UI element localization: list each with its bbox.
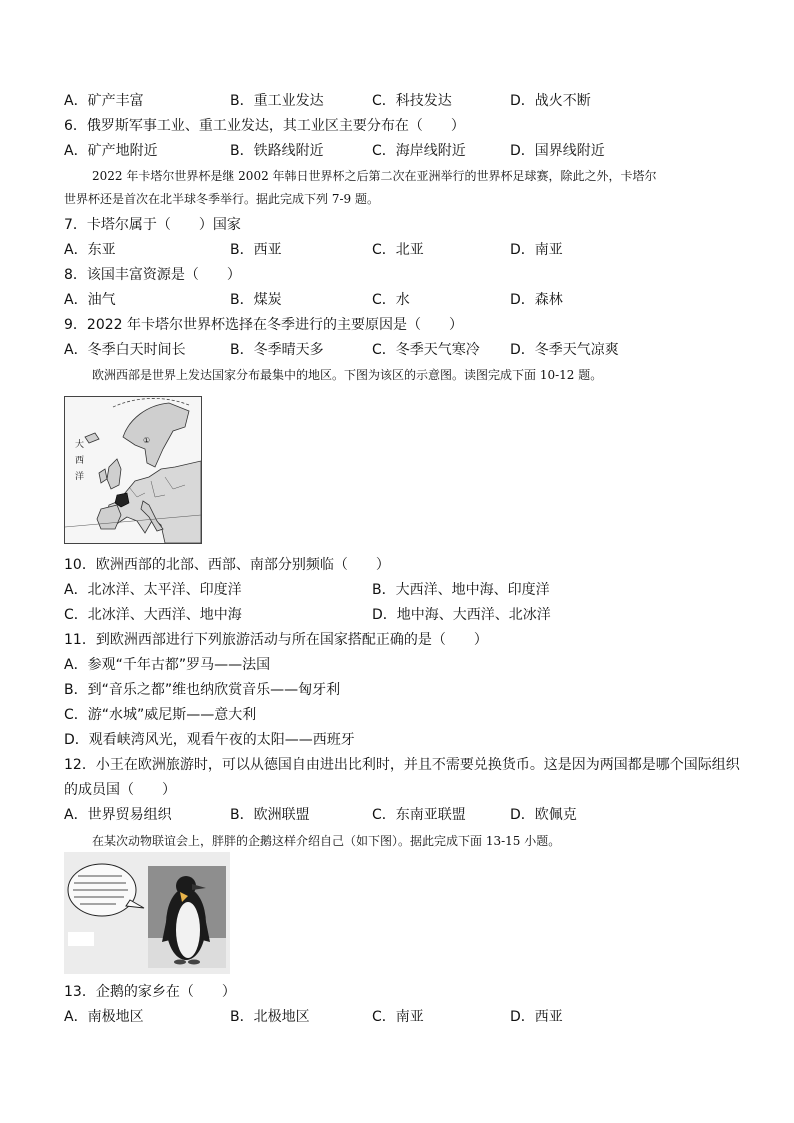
q7-stem: 7．卡塔尔属于（ ）国家 <box>64 217 241 233</box>
q10-option-a: A．北冰洋、太平洋、印度洋 <box>64 582 242 598</box>
europe-map-graphic <box>65 397 201 543</box>
q6-option-c: C．海岸线附近 <box>372 143 466 159</box>
map-ocean-label-1: 大 <box>75 440 85 450</box>
q12-option-c: C．东南亚联盟 <box>372 807 466 823</box>
q9-option-c: C．冬季天气寒冷 <box>372 342 480 358</box>
penguin-illustration <box>64 852 230 974</box>
q6-option-a: A．矿产地附近 <box>64 143 158 159</box>
q5-option-c: C．科技发达 <box>372 93 452 109</box>
q9-stem: 9．2022 年卡塔尔世界杯选择在冬季进行的主要原因是（ ） <box>64 317 463 333</box>
q12-option-d: D．欧佩克 <box>510 807 577 823</box>
q9-option-d: D．冬季天气凉爽 <box>510 342 619 358</box>
q13-option-d: D．西亚 <box>510 1009 563 1025</box>
q9-option-a: A．冬季白天时间长 <box>64 342 186 358</box>
q11-option-c: C．游“水城”威尼斯——意大利 <box>64 707 257 723</box>
q7-option-a: A．东亚 <box>64 242 116 258</box>
q8-option-d: D．森林 <box>510 292 563 308</box>
q11-option-b: B．到“音乐之都”维也纳欣赏音乐——匈牙利 <box>64 682 341 698</box>
q12-option-a: A．世界贸易组织 <box>64 807 172 823</box>
q12-stem-line2: 的成员国（ ） <box>64 782 176 798</box>
q12-stem-line1: 12．小王在欧洲旅游时，可以从德国自由进出比利时，并且不需要兑换货币。这是因为两国都是哪个国际组织 <box>64 757 740 773</box>
europe-map-figure <box>64 396 202 544</box>
q6-stem: 6．俄罗斯军事工业、重工业发达，其工业区主要分布在（ ） <box>64 118 465 134</box>
q13-option-a: A．南极地区 <box>64 1009 144 1025</box>
q9-option-b: B．冬季晴天多 <box>230 342 324 358</box>
q5-option-b: B．重工业发达 <box>230 93 324 109</box>
q10-option-d: D．地中海、大西洋、北冰洋 <box>372 607 551 623</box>
q10-stem: 10．欧洲西部的北部、西部、南部分别频临（ ） <box>64 557 390 573</box>
q7-option-b: B．西亚 <box>230 242 282 258</box>
q11-stem: 11．到欧洲西部进行下列旅游活动与所在国家搭配正确的是（ ） <box>64 632 488 648</box>
q7-option-c: C．北亚 <box>372 242 424 258</box>
q13-option-b: B．北极地区 <box>230 1009 310 1025</box>
map-ocean-label-3: 洋 <box>75 472 85 482</box>
q6-option-b: B．铁路线附近 <box>230 143 324 159</box>
q11-option-d: D．观看峡湾风光，观看午夜的太阳——西班牙 <box>64 732 355 748</box>
q11-option-a: A．参观“千年古都”罗马——法国 <box>64 657 271 673</box>
q8-option-a: A．油气 <box>64 292 116 308</box>
penguin-figure <box>64 852 230 974</box>
q7-option-d: D．南亚 <box>510 242 563 258</box>
q6-option-d: D．国界线附近 <box>510 143 605 159</box>
q8-option-b: B．煤炭 <box>230 292 282 308</box>
q13-stem: 13．企鹅的家乡在（ ） <box>64 984 236 1000</box>
intro-7-9-line1: 2022 年卡塔尔世界杯是继 2002 年韩日世界杯之后第二次在亚洲举行的世界杯足球赛，除此之外，卡塔尔 <box>92 169 657 183</box>
map-ocean-label-2: 西 <box>75 456 85 466</box>
intro-7-9-line2: 世界杯还是首次在北半球冬季举行。据此完成下列 7-9 题。 <box>64 192 379 206</box>
q10-option-b: B．大西洋、地中海、印度洋 <box>372 582 550 598</box>
q12-option-b: B．欧洲联盟 <box>230 807 310 823</box>
map-marker-1: ① <box>143 436 151 445</box>
q5-option-a: A．矿产丰富 <box>64 93 144 109</box>
intro-10-12: 欧洲西部是世界上发达国家分布最集中的地区。下图为该区的示意图。读图完成下面 10-12 题。 <box>92 368 603 382</box>
q13-option-c: C．南亚 <box>372 1009 424 1025</box>
q10-option-c: C．北冰洋、大西洋、地中海 <box>64 607 242 623</box>
q8-stem: 8．该国丰富资源是（ ） <box>64 267 241 283</box>
intro-13-15: 在某次动物联谊会上，胖胖的企鹅这样介绍自己（如下图）。据此完成下面 13-15 小题。 <box>92 834 561 848</box>
q8-option-c: C．水 <box>372 292 410 308</box>
q5-option-d: D．战火不断 <box>510 93 591 109</box>
